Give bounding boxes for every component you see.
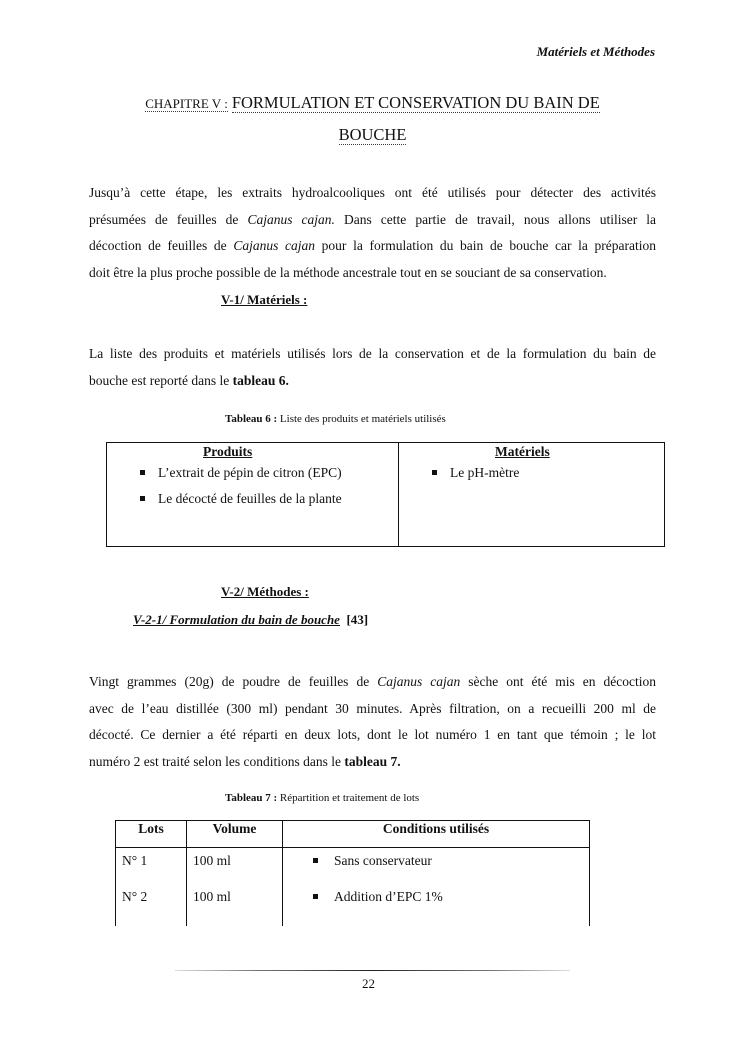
products-cell — [107, 443, 399, 547]
footer-divider — [175, 970, 570, 971]
table-reference: tableau 6. — [232, 372, 289, 388]
table-reference: tableau 7. — [344, 753, 401, 769]
table-7 — [115, 820, 590, 926]
table-row — [116, 848, 590, 885]
materials-line-1: La liste des produits et matériels utilisés lors de la conservation et de la formulation du bain de — [89, 346, 656, 361]
heading-text: V-1/ Matériels : — [221, 292, 308, 307]
products-header: Produits — [203, 444, 253, 459]
heading-text: V-2/ Méthodes : — [221, 584, 309, 599]
text-span: sèche ont été mis en décoction — [460, 674, 656, 689]
list-item: Le pH-mètre — [399, 460, 664, 486]
table6-caption — [225, 413, 446, 425]
text-span: pour la formulation du bain de bouche car la préparation — [315, 238, 656, 253]
caption-text: Répartition et traitement de lots — [277, 792, 420, 804]
text-span: numéro 2 est traité selon les conditions dans le — [89, 753, 345, 769]
section-heading-methods — [221, 584, 309, 600]
section-heading-materials — [221, 292, 307, 308]
methods-line-4 — [89, 749, 656, 776]
text-span: bouche est reporté dans le — [89, 372, 233, 388]
text-span: Dans cette partie de travail, nous allons utiliser la — [334, 211, 656, 227]
methods-line-2: avec de l’eau distillée (300 ml) pendant 30 minutes. Après filtration, on a recueilli 200 ml de — [89, 700, 656, 716]
methods-line-3: décocté. Ce dernier a été réparti en deux lots, dont le lot numéro 1 en tant que témoin ; le lot — [89, 727, 656, 742]
caption-text: Liste des produits et matériels utilisés — [277, 413, 446, 425]
running-header: Matériels et Méthodes — [536, 44, 655, 59]
volume-cell: 100 ml — [187, 848, 283, 885]
lot-cell: N° 1 — [116, 848, 187, 885]
materials-list — [399, 460, 664, 486]
list-item: Le décocté de feuilles de la plante — [107, 486, 398, 512]
subsection-heading — [133, 612, 368, 628]
list-item: Addition d’EPC 1% — [283, 884, 589, 910]
materials-cell — [399, 443, 665, 547]
methods-paragraph — [89, 669, 656, 775]
condition-cell — [283, 884, 590, 926]
column-header-volume: Volume — [187, 821, 283, 848]
lot-cell: N° 2 — [116, 884, 187, 926]
intro-paragraph — [89, 180, 656, 286]
text-span: Vingt grammes (20g) de poudre de feuilles de — [89, 674, 378, 689]
materials-paragraph — [89, 341, 656, 394]
chapter-title-line1: FORMULATION ET CONSERVATION DU BAIN DE — [231, 93, 600, 112]
volume-cell: 100 ml — [187, 884, 283, 926]
table-row — [116, 884, 590, 926]
text-span: décoction de feuilles de — [89, 238, 234, 253]
species-name: Cajanus cajan. — [247, 211, 335, 227]
species-name: Cajanus cajan — [233, 238, 316, 253]
reference-number: [43] — [346, 612, 369, 627]
products-list — [107, 460, 398, 512]
heading-text: V-2-1/ Formulation du bain de bouche — [133, 612, 340, 627]
page-number: 22 — [362, 976, 375, 991]
column-header-lots: Lots — [116, 821, 187, 848]
caption-label: Tableau 7 : — [225, 792, 278, 804]
intro-line-3 — [89, 233, 656, 260]
condition-cell — [283, 848, 590, 885]
chapter-title — [90, 88, 655, 150]
chapter-prefix: CHAPITRE V : — [145, 96, 228, 111]
methods-line-1 — [89, 669, 656, 696]
species-name: Cajanus cajan — [377, 674, 461, 689]
text-span: présumées de feuilles de — [89, 211, 248, 227]
column-header-conditions: Conditions utilisés — [283, 821, 590, 848]
chapter-title-line2: BOUCHE — [338, 125, 407, 144]
caption-label: Tableau 6 : — [225, 413, 278, 425]
list-item: L’extrait de pépin de citron (EPC) — [107, 460, 398, 486]
table7-caption — [225, 792, 419, 804]
intro-line-2 — [89, 207, 656, 234]
table-6 — [106, 442, 665, 547]
materials-line-2 — [89, 368, 656, 395]
intro-line-1: Jusqu’à cette étape, les extraits hydroalcooliques ont été utilisés pour détecter des activités — [89, 185, 656, 200]
materials-header: Matériels — [495, 444, 550, 459]
list-item: Sans conservateur — [283, 848, 589, 874]
intro-line-4: doit être la plus proche possible de la méthode ancestrale tout en se souciant de sa conservation. — [89, 264, 607, 280]
